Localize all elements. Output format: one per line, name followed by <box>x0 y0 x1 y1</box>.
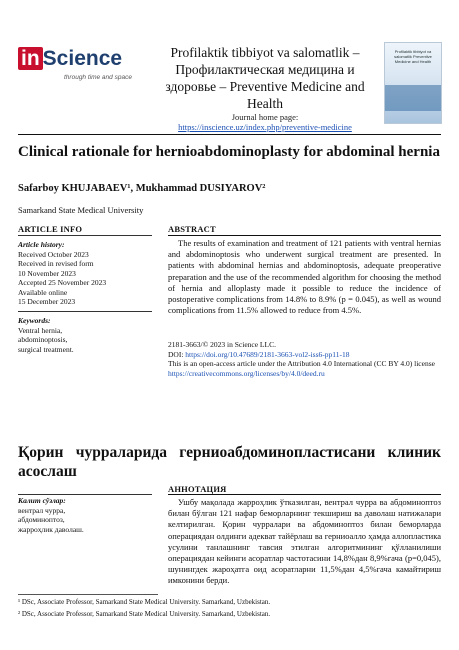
footnote-2: ² DSc, Associate Professor, Samarkand State Medical University. Samarkand, Uzbekistan. <box>18 610 271 618</box>
footnote-1: ¹ DSc, Associate Professor, Samarkand State Medical University. Samarkand, Uzbekistan. <box>18 598 271 606</box>
article-meta <box>168 340 441 378</box>
article-history <box>18 240 152 307</box>
uz-article-title: Қорин чурраларида герниоабдоминопластисани клиник асослаш <box>18 444 441 480</box>
logo-science: Science <box>42 47 123 70</box>
abstract-heading: ABSTRACT <box>168 224 216 234</box>
license-link[interactable]: https://creativecommons.org/licenses/by/4.0/deed.ru <box>168 368 325 378</box>
uz-keyword: вентрал чурра, <box>18 505 66 515</box>
cover-title: Profilaktik tibbiyot va salomatlik Preventive Medicine and Health <box>394 49 432 64</box>
uz-keyword: жарроҳлик даволаш. <box>18 524 84 534</box>
article-info-rule <box>18 235 152 236</box>
abstract-body <box>168 238 441 316</box>
article-title: Clinical rationale for hernioabdominoplasty for abdominal hernia <box>18 144 440 160</box>
history-line: 10 November 2023 <box>18 268 76 278</box>
uz-keywords-label: Калит сўзлар: <box>18 496 66 505</box>
journal-homepage <box>152 112 378 132</box>
footnote-divider <box>18 594 158 595</box>
journal-cover-thumbnail[interactable] <box>384 42 442 124</box>
uz-keyword: абдоминоптоз, <box>18 515 65 524</box>
homepage-label: Journal home page: <box>231 112 299 122</box>
logo-in: in <box>18 47 43 70</box>
history-line: 15 December 2023 <box>18 297 76 306</box>
doi-line <box>168 350 441 360</box>
keyword: surgical treatment. <box>18 344 74 354</box>
uz-abstract-text: Ушбу мақолада жарроҳлик ўтказилган, вентрал чурра ва абдоминоптоз билан бўлган 121 нафар беморларнинг текшириш ва даволаш натижалари келтирилган. Қорин чурралари ва абдоминоптоз билан беморларда операциядан олдинги адекват тайёрлаш ва герниоалло ҳамда аллопластика усулини танлашнинг тавсия этилган алгоритмининг қўлланилиши операциядан кейинги асоратлар частотасини 14,8%дан 8,9%гача (p=0,045), шунингдек жароҳатга оид асоратларни 11,5%дан 4,5%гача камайтириш имконини берди. <box>168 497 441 586</box>
author-list: Safarboy KHUJABAEV¹, Mukhammad DUSIYAROV² <box>18 183 266 194</box>
keywords-box <box>18 316 152 354</box>
history-line: Available online <box>18 287 68 297</box>
history-line: Accepted 25 November 2023 <box>18 278 107 287</box>
keyword: Ventral hernia, <box>18 325 63 335</box>
license-text: This is an open-access article under the Attribution 4.0 International (CC BY 4.0) license <box>168 359 435 368</box>
header-divider <box>18 134 441 135</box>
history-divider <box>18 311 152 312</box>
footnotes <box>18 596 441 620</box>
inscience-logo[interactable] <box>18 46 146 101</box>
cover-image-band <box>385 85 441 111</box>
logo-wordmark <box>18 46 146 72</box>
keywords-label: Keywords: <box>18 316 51 325</box>
uz-abstract-body <box>168 497 441 587</box>
uz-keywords-top-rule <box>18 494 152 495</box>
article-info-heading: ARTICLE INFO <box>18 224 83 234</box>
license-line <box>168 359 441 378</box>
journal-header <box>18 36 443 132</box>
uz-abstract-heading: АННОТАЦИЯ <box>168 484 227 494</box>
uz-abstract-rule <box>168 494 441 495</box>
history-line: Received in revised form <box>18 259 94 268</box>
author-affiliation: Samarkand State Medical University <box>18 205 144 215</box>
doi-link[interactable]: https://doi.org/10.47689/2181-3663-vol2-iss6-pp11-18 <box>185 349 350 359</box>
homepage-link[interactable]: https://inscience.uz/index.php/preventive-medicine <box>178 122 352 132</box>
abstract-rule <box>168 235 441 236</box>
history-line: Received October 2023 <box>18 249 89 259</box>
abstract-text: The results of examination and treatment of 121 patients with ventral hernias and abdominoptosis who underwent surgical treatment are presented. In patients with abdominal hernias and abdominoptosis, adequate preoperative preparation and the use of the recommended algorithm for choosing the method of hernia and alloplasty made it possible to reduce the incidence of postoperative complications from 14.8% to 8.9% (p = 0.045), as well as wound complications from 11.5% allowed to reduce from 4.5%. <box>168 238 441 316</box>
issn-line: 2181-3663/© 2023 in Science LLC. <box>168 340 276 349</box>
doi-label: DOI: <box>168 349 184 359</box>
keyword: abdominoptosis, <box>18 335 68 344</box>
uz-keywords-box <box>18 496 152 534</box>
journal-title: Profilaktik tibbiyot va salomatlik – Профилактическая медицина и здоровье – Preventive Medicine and Health <box>165 45 365 111</box>
logo-tagline: through time and space <box>64 74 132 81</box>
article-history-label: Article history: <box>18 240 65 249</box>
